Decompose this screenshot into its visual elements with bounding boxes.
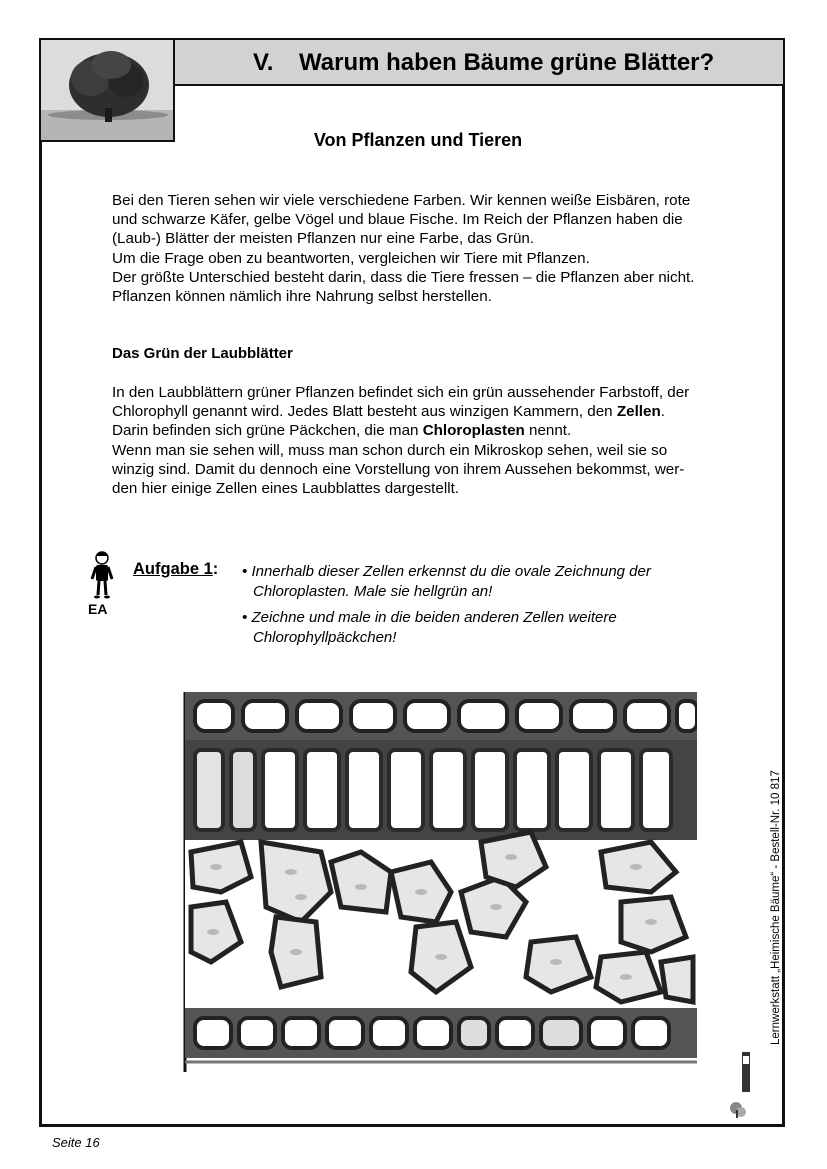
section-line: In den Laubblättern grüner Pflanzen befindet sich ein grün aussehender Farbstoff, der [112, 384, 690, 401]
section-text: Chlorophyll genannt wird. Jedes Blatt besteht aus winzigen Kammern, den [112, 403, 617, 421]
section-subtitle: Von Pflanzen und Tieren [313, 130, 523, 150]
sidebar-order-text: Lernwerkstatt „Heimische Bäume“ - Bestell-Nr. 10 817 [770, 770, 782, 1045]
bullet-mark: • [242, 609, 248, 626]
intro-line: und schwarze Käfer, gelbe Vögel und blaue Fische. Im Reich der Pflanzen haben die [112, 211, 683, 229]
tree-photo [41, 40, 175, 142]
section-text: Darin befinden sich grüne Päckchen, die man [112, 422, 423, 440]
intro-paragraph [112, 191, 752, 306]
section-heading: Das Grün der Laubblätter [112, 345, 293, 362]
section-text: nennt. [524, 422, 572, 440]
publisher-logo [728, 1050, 752, 1122]
chapter-header [175, 40, 783, 86]
person-icon [89, 550, 115, 600]
intro-line: Um die Frage oben zu beantworten, vergleichen wir Tiere mit Pflanzen. [112, 249, 590, 267]
section-text: . [660, 403, 665, 421]
task-bullet [242, 562, 651, 601]
section-paragraph [112, 383, 752, 498]
section-line: Wenn man sie sehen will, muss man schon durch ein Mikroskop sehen, weil sie so [112, 441, 668, 459]
intro-line: Pflanzen können nämlich ihre Nahrung selbst herstellen. [112, 288, 492, 306]
task-bullet [242, 608, 617, 647]
bullet-text: Innerhalb dieser Zellen erkennst du die ovale Zeichnung der [251, 563, 651, 580]
section-line: den hier einige Zellen eines Laubblattes dargestellt. [112, 480, 460, 498]
bullet-text: Zeichne und male in die beiden anderen Zellen weitere [251, 609, 617, 626]
chapter-title-text: Warum haben Bäume grüne Blätter? [299, 49, 715, 76]
page-number: Seite 16 [52, 1135, 100, 1150]
chapter-title [175, 40, 783, 86]
work-form-label: EA [88, 601, 108, 617]
term-chloroplasten: Chloroplasten [422, 422, 525, 440]
section-line [112, 402, 752, 421]
intro-line: Der größte Unterschied besteht darin, dass die Tiere fressen – die Pflanzen aber nicht. [112, 268, 695, 286]
section-line: winzig sind. Damit du dennoch eine Vorstellung von ihrem Aussehen bekommst, wer- [112, 460, 685, 478]
task-label [133, 560, 218, 579]
task-label-text: Aufgabe 1 [133, 560, 213, 578]
section-line [112, 421, 752, 440]
leaf-cells-drawing [181, 692, 697, 1072]
chapter-number: V. [253, 49, 274, 76]
intro-line: (Laub-) Blätter der meisten Pflanzen nur eine Farbe, das Grün. [112, 230, 535, 248]
bullet-mark: • [242, 563, 248, 580]
task-label-colon: : [212, 560, 219, 578]
bullet-text: Chlorophyllpäckchen! [253, 628, 397, 646]
bullet-text: Chloroplasten. Male sie hellgrün an! [253, 582, 493, 600]
term-zellen: Zellen [616, 403, 661, 421]
intro-line: Bei den Tieren sehen wir viele verschiedene Farben. Wir kennen weiße Eisbären, rote [112, 192, 691, 209]
